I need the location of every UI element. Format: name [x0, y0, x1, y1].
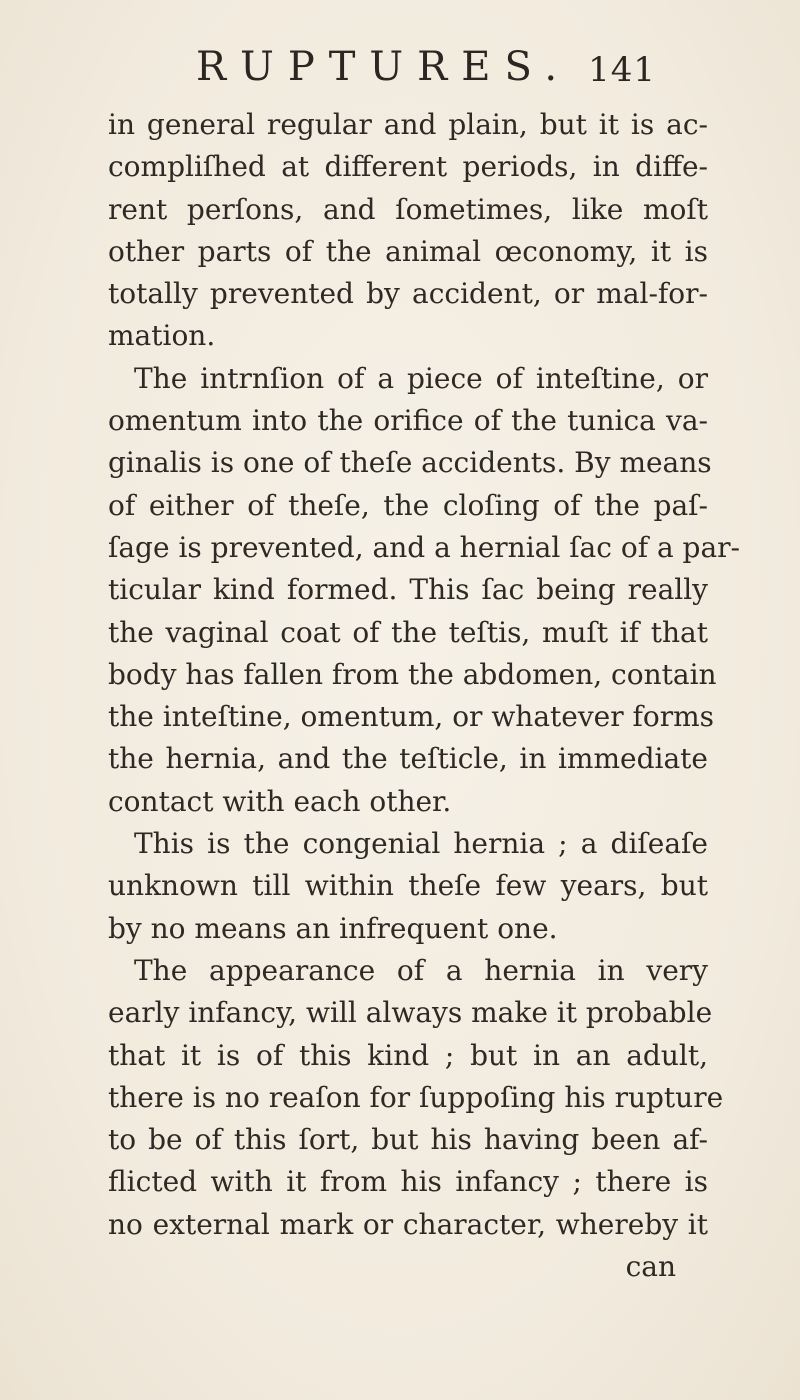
text-line: the hernia, and the teſticle, in immediate: [108, 742, 708, 776]
text-line: This is the congenial hernia ; a diſeaſe: [134, 827, 708, 861]
text-line: totally prevented by accident, or mal-for-: [108, 277, 708, 311]
text-line: to be of this ſort, but his having been af-: [108, 1123, 708, 1157]
text-line: the vaginal coat of the teſtis, muſt if that: [108, 615, 708, 649]
text-line: the inteſtine, omentum, or whatever forms: [108, 700, 715, 734]
text-line: compliſhed at different periods, in diffe-: [108, 150, 708, 184]
text-line: of either of theſe, the cloſing of the paſ-: [108, 488, 708, 522]
page-header: [196, 44, 656, 104]
text-line: contact with each other.: [108, 784, 452, 818]
text-line: early infancy, will always make it probable: [108, 996, 713, 1030]
text-line: there is no reaſon for ſuppoſing his rupture: [108, 1080, 724, 1114]
text-line: mation.: [108, 319, 216, 353]
running-head: RUPTURES.: [196, 44, 572, 90]
text-line: omentum into the orifice of the tunica va-: [108, 404, 708, 438]
text-line: ticular kind formed. This ſac being really: [108, 573, 708, 607]
text-line: ginalis is one of theſe accidents. By means: [108, 446, 712, 480]
text-line: in general regular and plain, but it is ac-: [108, 108, 708, 141]
text-line: The intrnſion of a piece of inteſtine, or: [134, 361, 708, 395]
text-line: unknown till within theſe few years, but: [108, 869, 708, 903]
text-line: by no means an infrequent one.: [108, 911, 558, 945]
text-line: rent perſons, and ſometimes, like moſt: [108, 192, 708, 226]
page-number: 141: [588, 50, 656, 90]
text-line: that it is of this kind ; but in an adult,: [108, 1038, 708, 1072]
text-line: body has fallen from the abdomen, contain: [108, 657, 717, 691]
text-line: The appearance of a hernia in very: [134, 953, 708, 987]
text-line: no external mark or character, whereby it: [108, 1207, 708, 1241]
text-line: other parts of the animal œconomy, it is: [108, 234, 708, 268]
body-text: [108, 104, 741, 1288]
text-line: ſage is prevented, and a hernial ſac of a par-: [108, 530, 741, 564]
catchword: can: [625, 1250, 676, 1284]
text-line: flicted with it from his infancy ; there is: [108, 1165, 708, 1199]
